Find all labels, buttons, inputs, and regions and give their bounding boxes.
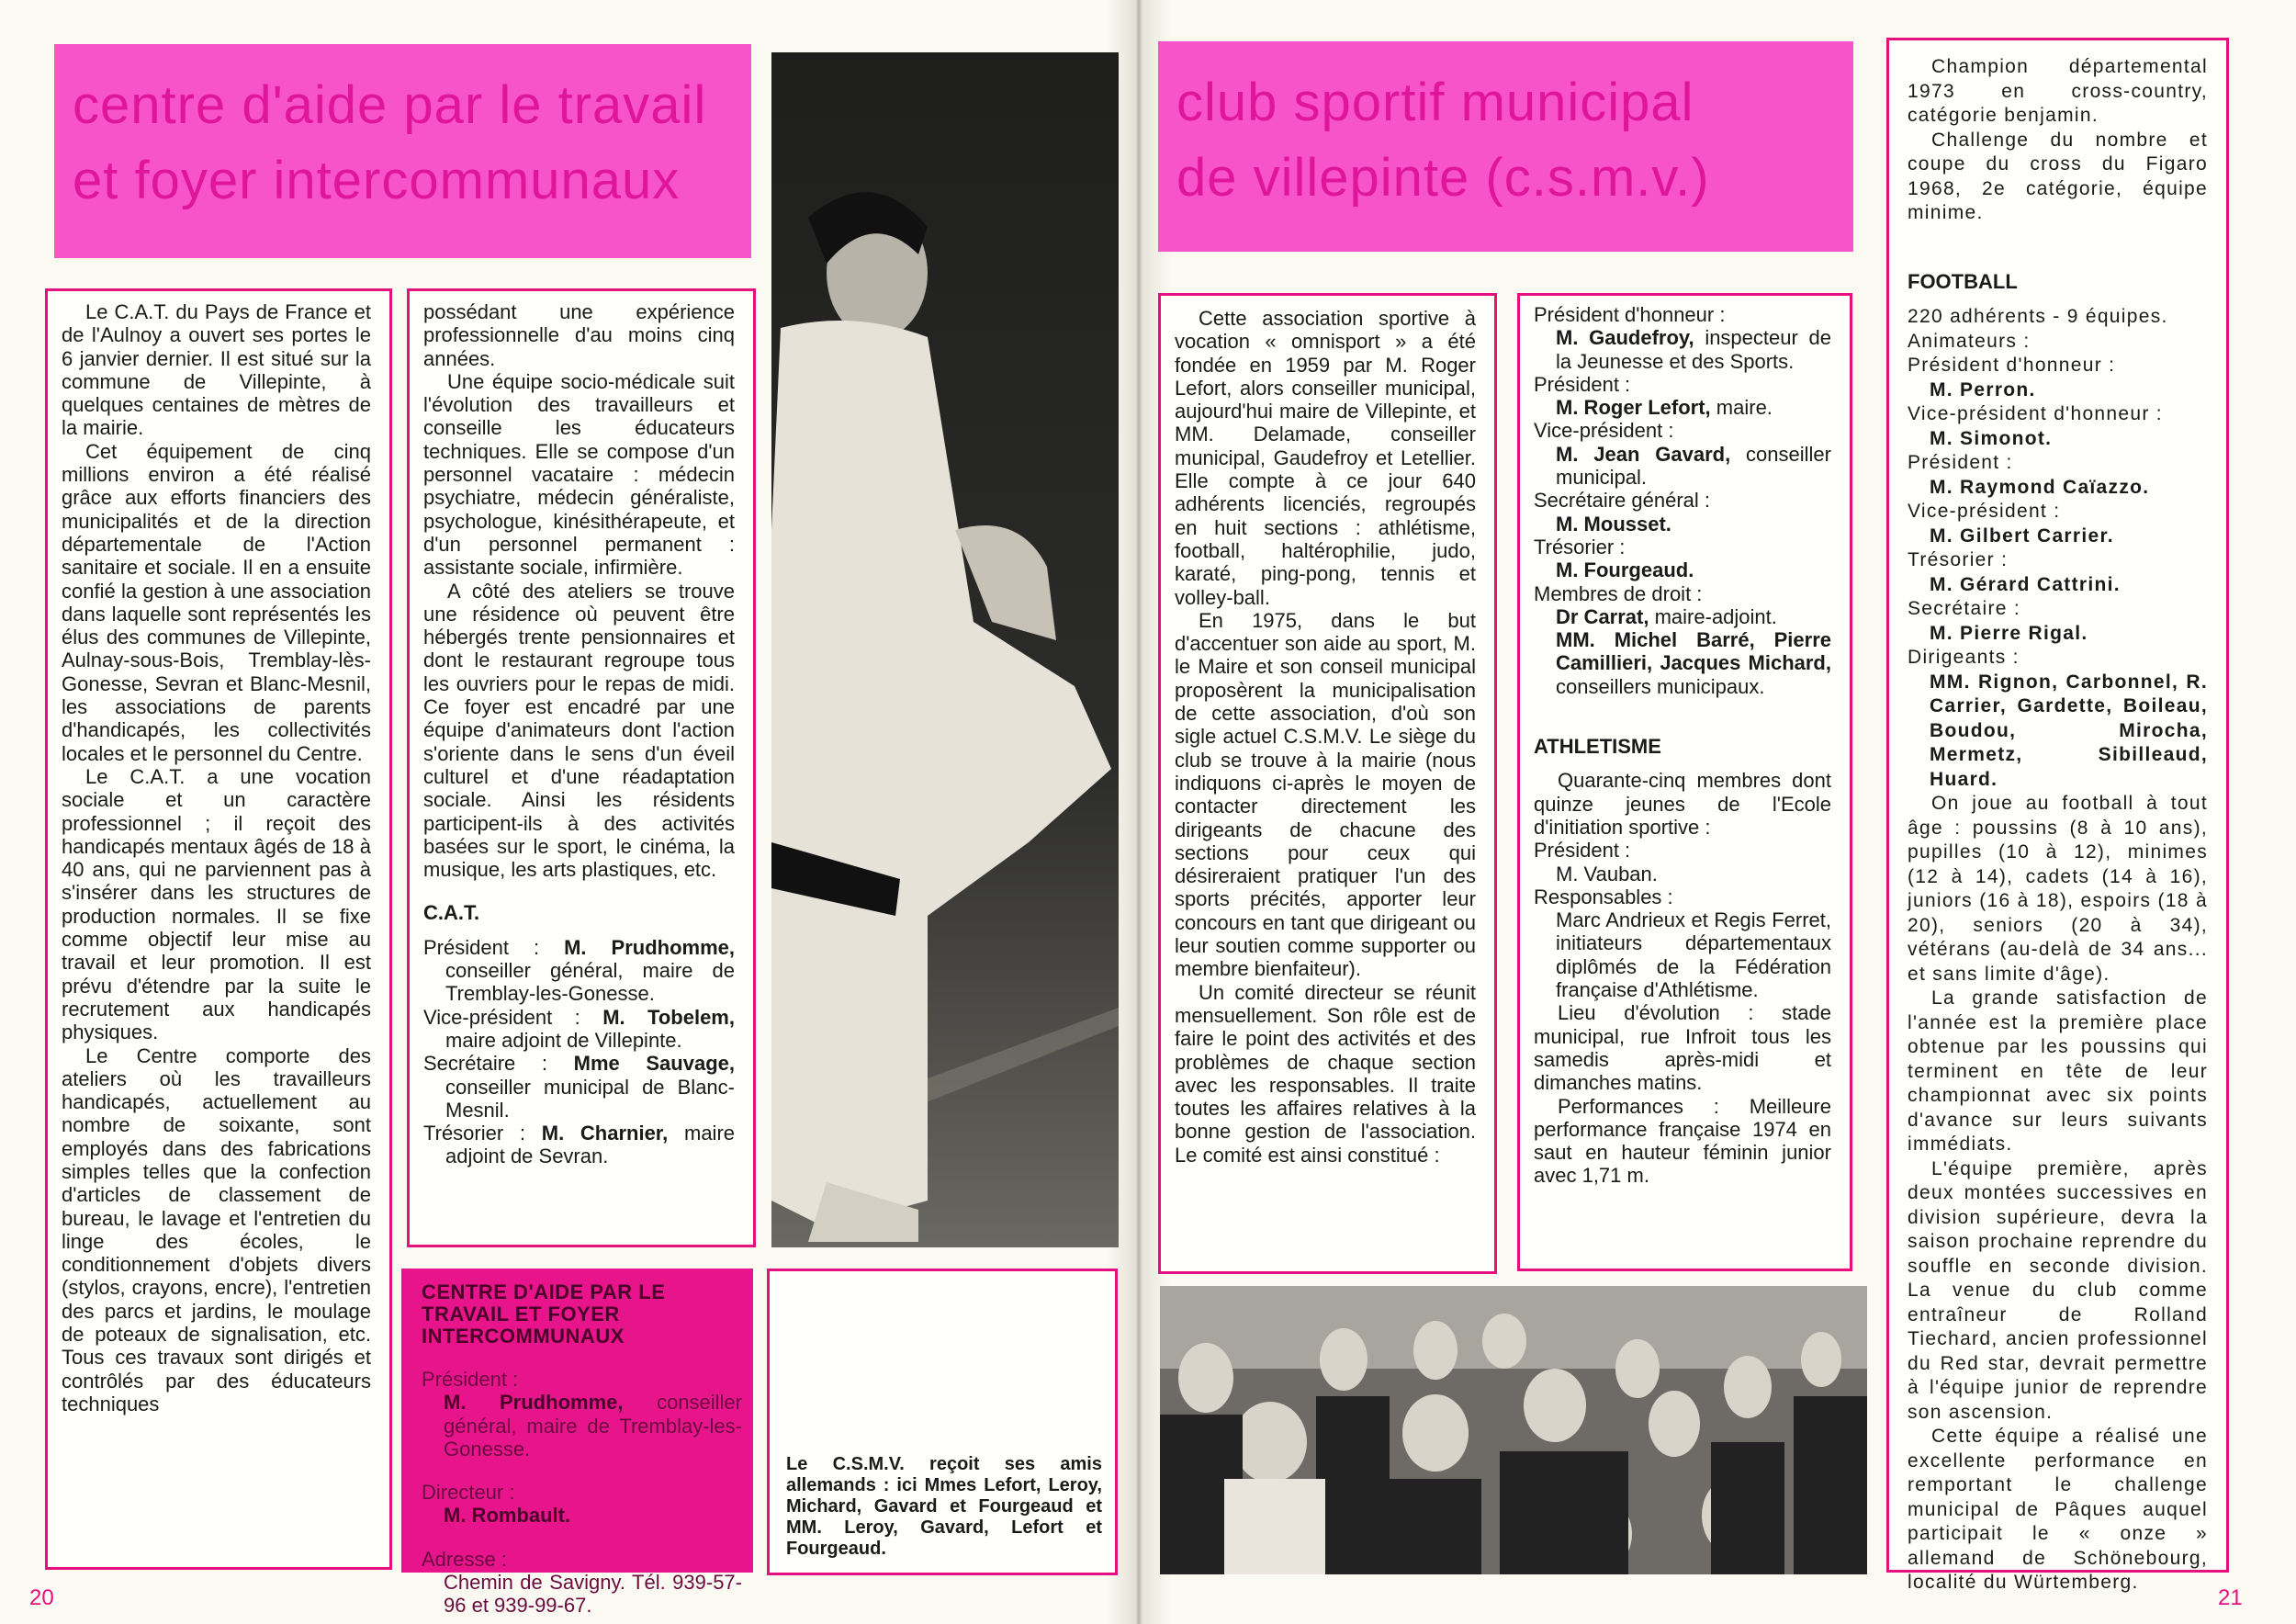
- entry-body: [1534, 605, 1831, 628]
- entry-role: Président :: [422, 1368, 519, 1391]
- entry-role: Président :: [1908, 452, 2013, 473]
- committee-entry: [1534, 885, 1831, 1001]
- entry-role: Secrétaire :: [423, 1052, 548, 1076]
- athletisme-intro: Quarante-cinq membres dont quinze jeunes de l'Ecole d'initiation sportive :: [1534, 769, 1831, 839]
- entry-detail: M. Vauban.: [1556, 862, 1658, 885]
- entry-role: Président :: [1534, 839, 1631, 863]
- left-page-title: [54, 44, 751, 258]
- paragraph: A côté des ateliers se trouve une résidence où peuvent être hébergés trente pensionnaires et dont le restaurant regroupe tous les ouvriers pour le repas de midi. Ce foyer est encadré par une équipe d'animateurs dont l'action s'oriente dans le sens d'un éveil culturel et d'une réadaptation sociale. Ainsi les résidents participent-ils à des activités basées sur le sport, le cinéma, la musique, les arts plastiques, etc.: [423, 579, 735, 882]
- paragraph: Cette équipe a réalisé une excellente performance en remportant le challenge municipal de Pâques auquel participait le « onze » allemand de Schönebourg, localité du Würtemberg.: [1908, 1426, 2208, 1593]
- entry-detail: conseiller général, maire de Tremblay-les-Gonesse.: [444, 1391, 742, 1460]
- section-heading-cat: C.A.T.: [423, 901, 480, 925]
- entry-body: [1534, 443, 1831, 490]
- entry-name: M. Raymond Caïazzo.: [1930, 476, 2150, 498]
- entry-body: [1534, 908, 1831, 1001]
- committee-entry: [1534, 839, 1831, 885]
- committee-entry: [1534, 536, 1831, 582]
- entry-body: [1908, 427, 2208, 452]
- section-heading-athletisme: ATHLETISME: [1534, 735, 1661, 759]
- committee-entry: [422, 1548, 742, 1618]
- entry-detail: conseiller municipal de Blanc-Mesnil.: [445, 1075, 735, 1122]
- section-heading-football: FOOTBALL: [1908, 269, 2018, 293]
- entry-detail: Chemin de Savigny. Tél. 939-57-96 et 939-99-67.: [444, 1571, 742, 1618]
- entry-role: Responsables :: [1534, 885, 1673, 908]
- entry-name: MM. Michel Barré, Pierre Camillieri, Jacques Michard,: [1556, 628, 1831, 675]
- committee-entry: [423, 1006, 735, 1053]
- entry-role: Adresse :: [422, 1547, 507, 1571]
- info-box-heading: CENTRE D'AIDE PAR LE TRAVAIL ET FOYER INTERCOMMUNAUX: [422, 1280, 666, 1348]
- paragraph: Performances : Meilleure performance française 1974 en saut en hauteur féminin junior avec 1,71 m.: [1534, 1094, 1831, 1188]
- paragraph: Champion départemental 1973 en cross-country, catégorie benjamin.: [1908, 56, 2208, 126]
- committee-entry: [423, 936, 735, 1006]
- entry-body: [1908, 573, 2208, 598]
- entry-role: Président :: [1534, 372, 1631, 396]
- entry-name: M. Prudhomme,: [564, 935, 735, 959]
- paragraph: Une équipe socio-médicale suit l'évolution des travailleurs et conseille les éducateurs techniques. Elle se compose d'un personnel vacataire : médecin psychiatre, médecin généraliste, psychologue, kinésithérapeute, et d'un personnel permanent : assistante sociale, infirmière.: [423, 369, 735, 580]
- entry-name: M. Fourgeaud.: [1556, 558, 1694, 582]
- entry-role: Trésorier :: [1908, 549, 2009, 570]
- entry-body: [1908, 378, 2208, 403]
- info-box-cat: [401, 1269, 753, 1618]
- entry-detail: conseiller général, maire de Tremblay-les-Gonesse.: [445, 959, 735, 1006]
- entry-body: [1534, 558, 1831, 581]
- entry-role: Membres de droit :: [1534, 581, 1703, 605]
- text-column-4: [1517, 293, 1852, 1271]
- entry-name: Mme Sauvage,: [573, 1052, 735, 1076]
- entry-detail: conseiller municipal.: [1556, 442, 1831, 490]
- paragraph: possédant une expérience professionnelle d'au moins cinq années.: [423, 300, 735, 370]
- entry-body: [422, 1391, 742, 1460]
- entry-detail: Marc Andrieux et Regis Ferret, initiateurs départementaux diplômés de la Fédération française d'Athlétisme.: [1556, 908, 1831, 1002]
- paragraph: En 1975, dans le but d'accentuer son aide au sport, M. le Maire et son conseil municipal proposèrent la municipalisation de cette association, d'où son sigle actuel C.S.M.V. Le siège du club se trouve à la mairie (nous indiquons ci-après le moyen de contacter directement les dirigeants de chacune des sections pour ceux qui désireraient pratiquer l'un des sports précités, apporter leur concours en tant que dirigeant ou leur soutien comme supporter ou membre bienfaiteur).: [1175, 608, 1476, 981]
- entry-body: [1534, 326, 1831, 373]
- committee-entry: [1534, 303, 1831, 373]
- right-page-title: [1158, 41, 1853, 252]
- entry-role: Dirigeants :: [1908, 647, 2020, 668]
- entry-body: [422, 1504, 742, 1527]
- entry-name: MM. Rignon, Carbonnel, R. Carrier, Gardette, Boileau, Boudou, Mirocha, Mermetz, Sibilleaud, Huard.: [1930, 671, 2208, 790]
- committee-entry: [422, 1481, 742, 1528]
- committee-entry: [1908, 354, 2208, 402]
- title-line: et foyer intercommunaux: [73, 151, 681, 210]
- entry-name: M. Charnier,: [541, 1122, 669, 1145]
- entry-detail: maire adjoint de Villepinte.: [445, 1028, 682, 1052]
- entry-role: Secrétaire général :: [1534, 489, 1710, 513]
- entry-name: M. Mousset.: [1556, 512, 1671, 536]
- entry-role: Président :: [423, 935, 540, 959]
- paragraph: Challenge du nombre et coupe du cross du Figaro 1968, 2e catégorie, équipe minime.: [1908, 129, 2208, 223]
- entry-role: Trésorier :: [423, 1122, 526, 1145]
- entry-name: M. Rombault.: [444, 1504, 571, 1528]
- entry-name: M. Gaudefroy,: [1556, 326, 1694, 350]
- entry-name: M. Simonot.: [1930, 427, 2053, 449]
- entry-body: [1534, 513, 1831, 536]
- paragraph: La grande satisfaction de l'année est la première place obtenue par les poussins qui terminent en tête de leur championnat avec six points d'avance sur leurs suivants immédiats.: [1908, 987, 2208, 1155]
- paragraph: Cette association sportive à vocation « omnisport » a été fondée en 1959 par M. Roger Lefort, alors conseiller municipal, aujourd'hui maire de Villepinte, et MM. Delamade, conseiller municipal, Gaudefroy et Letellier. Elle compte à ce jour 640 adhérents licenciés, regroupés en huit sections : athlétisme, football, haltérophilie, judo, karaté, ping-pong, tennis et volley-ball.: [1175, 307, 1476, 609]
- entry-role: Vice-président :: [1534, 419, 1674, 443]
- committee-entry: [1534, 628, 1831, 698]
- entry-name: M. Gilbert Carrier.: [1930, 524, 2114, 547]
- paragraph: Le C.A.T. du Pays de France et de l'Aulnoy a ouvert ses portes le 6 janvier dernier. Il est situé sur la commune de Villepinte, à quelques centaines de mètres de la mairie.: [62, 300, 371, 440]
- entry-role: Trésorier :: [1534, 535, 1626, 558]
- entry-name: M. Prudhomme,: [444, 1391, 624, 1415]
- committee-entry: [1908, 597, 2208, 646]
- entry-role: Secrétaire :: [1908, 598, 2020, 619]
- text-column-5: [1886, 38, 2229, 1593]
- judo-photo: [771, 52, 1119, 1247]
- entry-detail: maire adjoint de Sevran.: [445, 1122, 736, 1168]
- page-number-left: 20: [29, 1585, 54, 1610]
- entry-name: M. Pierre Rigal.: [1930, 622, 2088, 644]
- paragraph: Cet équipement de cinq millions environ a été réalisé grâce aux efforts financiers des municipalités et de la direction départementale de l'Action sanitaire et sociale. Il en a ensuite confié la gestion à une association dans laquelle sont représentés les élus des communes de Villepinte, Aulnay-sous-Bois, Tremblay-lès-Gonesse, Sevran et Blanc-Mesnil, les associations de parents d'handicapés, les collectivités locales et le personnel du Centre.: [62, 439, 371, 765]
- entry-body: [1534, 396, 1831, 419]
- entry-name: Dr Carrat,: [1556, 604, 1649, 628]
- football-summary: 220 adhérents - 9 équipes.: [1908, 306, 2168, 327]
- entry-body: [1908, 622, 2208, 647]
- entry-role: Vice-président d'honneur :: [1908, 403, 2163, 424]
- photo-caption: Le C.S.M.V. reçoit ses amis allemands : ici Mmes Lefort, Leroy, Michard, Gavard et Fourgeaud et MM. Leroy, Gavard, Lefort et Fourgeaud.: [786, 1454, 1102, 1559]
- committee-entry: [422, 1368, 742, 1460]
- entry-detail: conseillers municipaux.: [1556, 674, 1765, 698]
- entry-detail: maire.: [1716, 396, 1773, 420]
- paragraph: On joue au football à tout âge : poussins (8 à 10 ans), pupilles (10 à 12), minimes (12 à 14), cadets (14 à 16), juniors (16 à 18), espoirs (18 à 20), seniors (20 à 34), vétérans (au-delà de 34 ans... et sans limite d'âge).: [1908, 793, 2208, 985]
- entry-role: Vice-président :: [423, 1005, 580, 1029]
- title-line: club sportif municipal: [1176, 73, 1694, 132]
- committee-entry: [1908, 548, 2208, 597]
- entry-detail: maire-adjoint.: [1654, 604, 1777, 628]
- committee-entry: [1534, 489, 1831, 536]
- text-column-2: [407, 288, 756, 1247]
- committee-entry: [1908, 500, 2208, 548]
- entry-body: [422, 1571, 742, 1618]
- paragraph: Le C.A.T. a une vocation sociale et un caractère professionnel ; il reçoit des handicapés mentaux âgés de 18 à 40 ans, qui ne parviennent pas à s'insérer dans les structures de production normales. Il se fixe comme objectif leur mise au travail et leur promotion. Il est prévu d'étendre par la suite le recrutement aux handicapés physiques.: [62, 764, 371, 1044]
- entry-role: Président d'honneur :: [1534, 303, 1726, 326]
- caption-box: [767, 1269, 1118, 1575]
- football-animateurs-label: Animateurs :: [1908, 330, 2031, 352]
- entry-name: M. Tobelem,: [602, 1005, 735, 1029]
- entry-name: M. Gérard Cattrini.: [1930, 573, 2121, 595]
- entry-body: [1534, 628, 1831, 698]
- entry-role: Vice-président :: [1908, 501, 2061, 522]
- committee-entry: [1908, 402, 2208, 451]
- entry-body: [1908, 671, 2208, 793]
- text-column-1: [45, 288, 392, 1570]
- title-line: centre d'aide par le travail: [73, 75, 707, 135]
- committee-entry: [423, 1122, 735, 1168]
- group-photo: [1160, 1286, 1867, 1574]
- committee-entry: [1908, 451, 2208, 500]
- committee-entry: [1534, 373, 1831, 420]
- paragraph: Un comité directeur se réunit mensuellement. Son rôle est de faire le point des activités et des problèmes de chaque section avec les responsables. Il traite toutes les affaires relatives à la bonne gestion de l'association. Le comité est ainsi constitué :: [1175, 980, 1476, 1167]
- paragraph: L'équipe première, après deux montées successives en division supérieure, devra la saison prochaine reprendre du souffle en seconde division. La venue du club comme entraîneur de Rolland Tiechard, ancien professionnel du Red star, devrait permettre à l'équipe junior de reprendre son ascension.: [1908, 1157, 2208, 1423]
- committee-entry: [1908, 646, 2208, 792]
- entry-name: M. Jean Gavard,: [1556, 442, 1731, 466]
- entry-role: Président d'honneur :: [1908, 355, 2116, 376]
- entry-body: [1908, 476, 2208, 501]
- text-column-3: [1158, 293, 1497, 1274]
- entry-body: [1908, 524, 2208, 549]
- entry-detail: inspecteur de la Jeunesse et des Sports.: [1556, 326, 1831, 373]
- entry-role: Directeur :: [422, 1481, 515, 1505]
- committee-entry: [1534, 582, 1831, 629]
- paragraph: Lieu d'évolution : stade municipal, rue Infroit tous les samedis après-midi et dimanches matins.: [1534, 1001, 1831, 1095]
- paragraph: Le Centre comporte des ateliers où les travailleurs handicapés, actuellement au nombre de soixante, sont employés dans des fabrications simples telles que la confection d'articles de classement de bureau, le lavage et l'entretien du linge des écoles, le conditionnement d'objets divers (stylos, crayons, encre), l'entretien des parcs et jardins, le moulage de poteaux de signalisation, etc. Tous ces travaux sont dirigés et contrôlés par des éducateurs techniques: [62, 1043, 371, 1415]
- page-number-right: 21: [2218, 1585, 2243, 1610]
- entry-name: M. Roger Lefort,: [1556, 396, 1711, 420]
- entry-body: [1534, 863, 1831, 885]
- committee-entry: [423, 1052, 735, 1122]
- title-line: de villepinte (c.s.m.v.): [1176, 148, 1710, 208]
- committee-entry: [1534, 419, 1831, 489]
- entry-name: M. Perron.: [1930, 378, 2036, 400]
